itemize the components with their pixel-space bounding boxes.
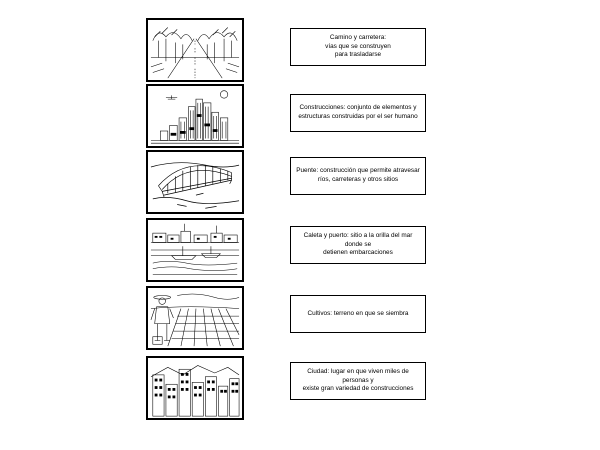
road-illustration-icon xyxy=(148,20,242,80)
definition-port xyxy=(290,226,426,264)
definition-road xyxy=(290,28,426,66)
definition-line: Caleta y puerto: sitio a la orilla del mar donde se xyxy=(303,232,413,248)
road-image xyxy=(146,18,244,82)
definition-city xyxy=(290,362,426,400)
definition-buildings xyxy=(290,94,426,132)
crops-illustration-icon xyxy=(148,288,242,348)
definition-line: detienen embarcaciones xyxy=(323,249,393,257)
port-image xyxy=(146,218,244,282)
definition-line: para trasladarse xyxy=(334,51,382,59)
definition-line: vías que se construyen xyxy=(325,42,391,50)
port-illustration-icon xyxy=(148,220,242,280)
bridge-image xyxy=(146,150,244,214)
definition-line: Cultivos: terreno en que se siembra xyxy=(307,309,409,317)
definition-crops xyxy=(290,295,426,333)
crops-image xyxy=(146,286,244,350)
definition-line: Puente: construcción que permite atravesar xyxy=(296,167,420,175)
buildings-image xyxy=(146,84,244,148)
buildings-illustration-icon xyxy=(148,86,242,146)
definition-bridge xyxy=(290,157,426,195)
definition-line: ríos, carreteras y otros sitios xyxy=(317,176,399,183)
city-image xyxy=(146,356,244,420)
definition-line: Ciudad: lugar en que viven miles de personas y xyxy=(307,368,409,384)
definition-line: estructuras construidas por el ser humano xyxy=(298,113,418,120)
definition-line: existe gran variedad de construcciones xyxy=(302,385,414,393)
city-illustration-icon xyxy=(148,358,242,418)
definition-line: Construcciones: conjunto de elementos y xyxy=(299,104,417,112)
bridge-illustration-icon xyxy=(148,152,242,212)
definition-line: Camino y carretera: xyxy=(329,34,387,42)
